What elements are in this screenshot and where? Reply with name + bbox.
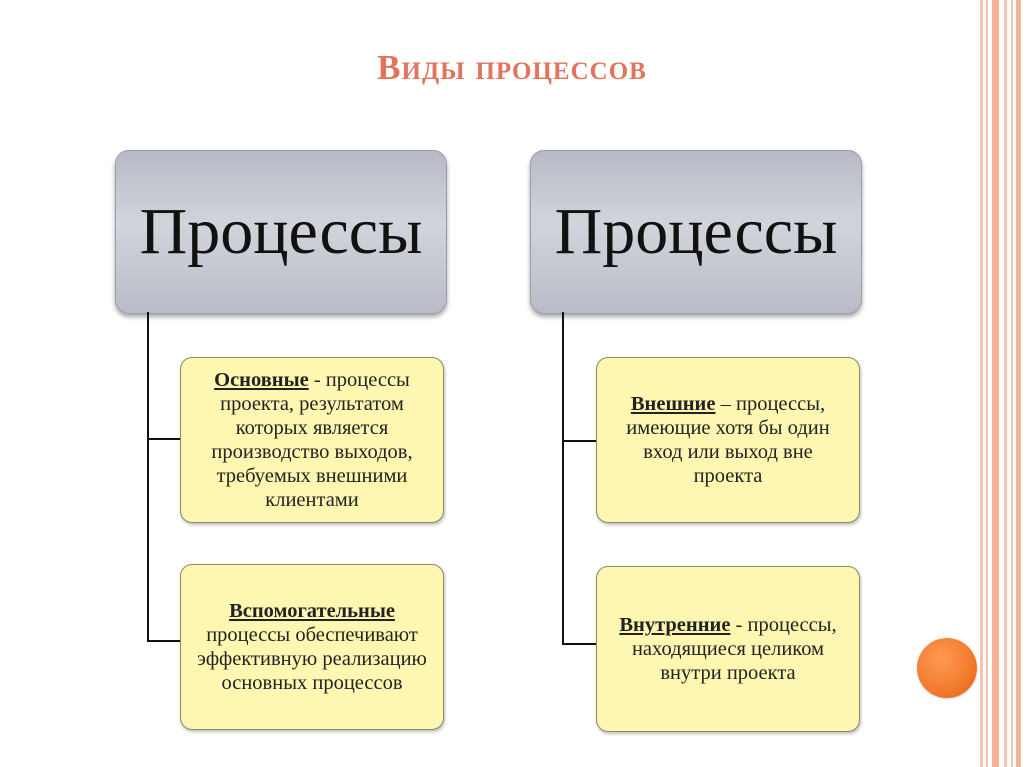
right-branch-line-1 <box>562 440 597 442</box>
leaf-term: Вспомогательные <box>229 600 395 622</box>
leaf-term: Внутренние <box>619 614 731 636</box>
page-title: Виды процессов <box>377 48 647 87</box>
leaf-text: - процессы проекта, результатом которых является производство выходов, требуемых внешними клиентами <box>211 369 413 511</box>
left-branch-line-1 <box>147 438 181 440</box>
leaf-main-processes <box>180 357 444 523</box>
leaf-text: - процессы, находящиеся целиком внутри проекта <box>631 614 837 684</box>
right-trunk-line <box>562 312 564 645</box>
left-branch-line-2 <box>147 640 181 642</box>
leaf-text: – процессы, имеющие хотя бы один вход или выход вне проекта <box>626 393 830 487</box>
decorative-stripes <box>980 0 1024 767</box>
left-trunk-line <box>147 312 149 642</box>
leaf-term: Основные <box>214 369 309 391</box>
right-branch-line-2 <box>562 643 597 645</box>
leaf-support-processes <box>180 564 444 730</box>
left-head-box: Процессы <box>115 150 447 314</box>
leaf-internal-processes <box>596 566 860 732</box>
leaf-external-processes <box>596 357 860 523</box>
right-head-box: Процессы <box>530 150 862 314</box>
decorative-circle-icon <box>917 638 977 698</box>
leaf-term: Внешние <box>630 393 716 415</box>
leaf-text: процессы обеспечивают эффективную реализацию основных процессов <box>197 624 427 694</box>
